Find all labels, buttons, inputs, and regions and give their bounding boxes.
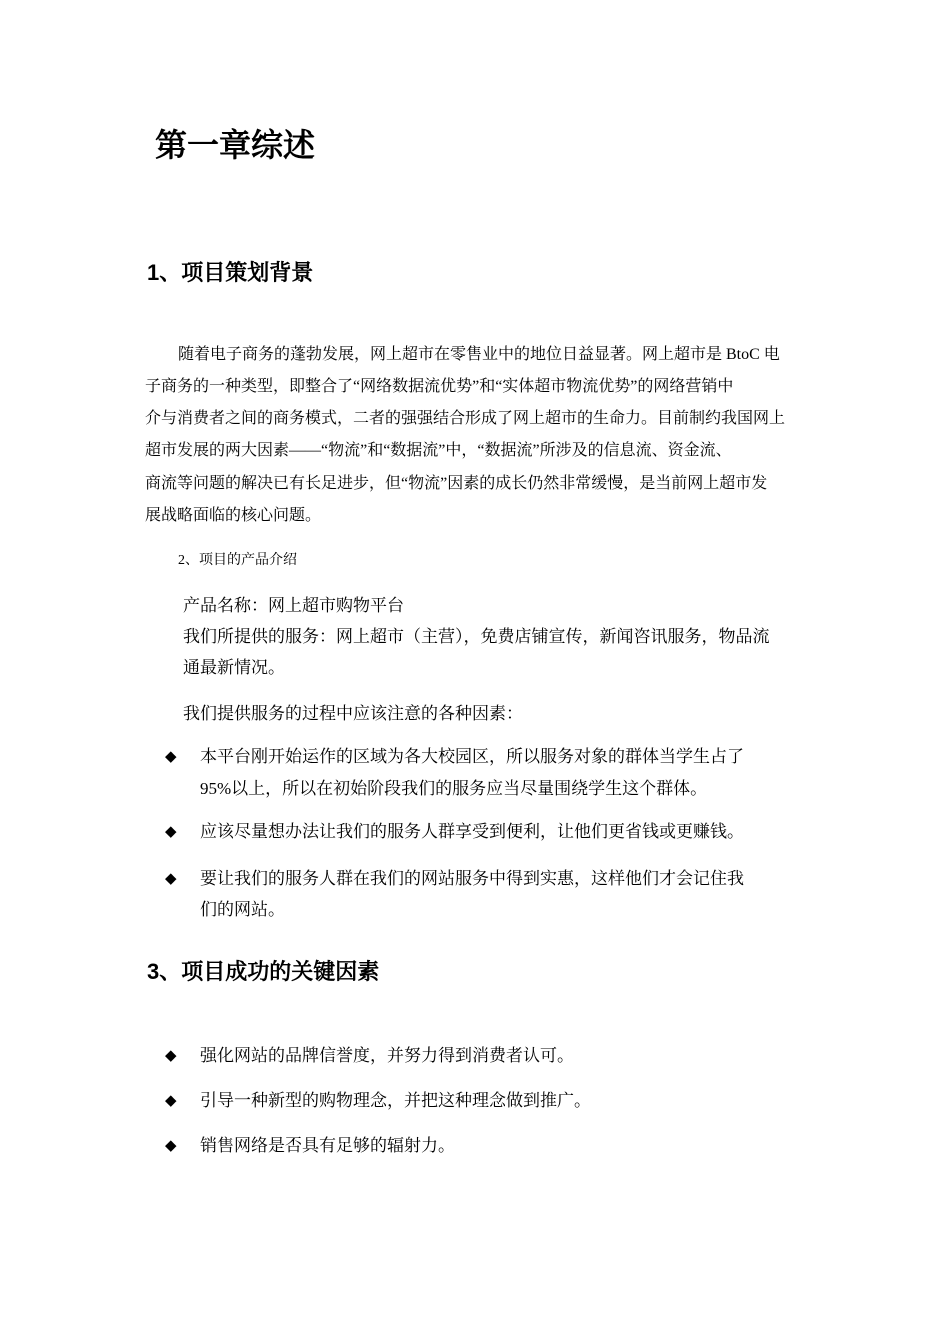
paragraph-line: 介与消费者之间的商务模式，二者的强强结合形成了网上超市的生命力。目前制约我国网上 <box>145 410 786 427</box>
diamond-bullet-icon: ◆ <box>165 824 177 840</box>
paragraph-line: 随着电子商务的蓬勃发展，网上超市在零售业中的地位日益显著。网上超市是 BtoC 电 <box>178 346 780 363</box>
section-1-heading: 1、项目策划背景 <box>147 260 314 285</box>
bullet-item: 本平台刚开始运作的区域为各大校园区，所以服务对象的群体当学生占了 <box>200 747 744 766</box>
bullet-item: 应该尽量想办法让我们的服务人群享受到便利，让他们更省钱或更赚钱。 <box>200 822 744 841</box>
bullet-item: 们的网站。 <box>200 900 285 919</box>
paragraph-line: 展战略面临的核心问题。 <box>145 507 322 524</box>
paragraph-line: 商流等问题的解决已有长足进步，但“物流”因素的成长仍然非常缓慢，是当前网上超市发 <box>145 475 768 492</box>
diamond-bullet-icon: ◆ <box>165 1048 177 1064</box>
services-line: 我们所提供的服务：网上超市（主营），免费店铺宣传，新闻咨讯服务，物品流 <box>183 627 770 646</box>
paragraph-line: 超市发展的两大因素——“物流”和“数据流”中，“数据流”所涉及的信息流、资金流、 <box>145 442 732 459</box>
chapter-title: 第一章综述 <box>155 127 316 163</box>
section-2-heading: 2、项目的产品介绍 <box>178 553 297 568</box>
factors-intro: 我们提供服务的过程中应该注意的各种因素： <box>183 704 523 723</box>
diamond-bullet-icon: ◆ <box>165 871 177 887</box>
services-line: 通最新情况。 <box>183 658 285 677</box>
bullet-item: 引导一种新型的购物理念，并把这种理念做到推广。 <box>200 1091 591 1110</box>
bullet-item: 95%以上，所以在初始阶段我们的服务应当尽量围绕学生这个群体。 <box>200 779 708 798</box>
bullet-item: 强化网站的品牌信誉度，并努力得到消费者认可。 <box>200 1046 574 1065</box>
bullet-item: 销售网络是否具有足够的辐射力。 <box>200 1136 455 1155</box>
diamond-bullet-icon: ◆ <box>165 749 177 765</box>
diamond-bullet-icon: ◆ <box>165 1138 177 1154</box>
section-3-heading: 3、项目成功的关键因素 <box>147 959 380 984</box>
product-name: 产品名称：网上超市购物平台 <box>183 596 404 615</box>
paragraph-line: 子商务的一种类型，即整合了“网络数据流优势”和“实体超市物流优势”的网络营销中 <box>145 378 734 395</box>
bullet-item: 要让我们的服务人群在我们的网站服务中得到实惠，这样他们才会记住我 <box>200 869 744 888</box>
diamond-bullet-icon: ◆ <box>165 1093 177 1109</box>
